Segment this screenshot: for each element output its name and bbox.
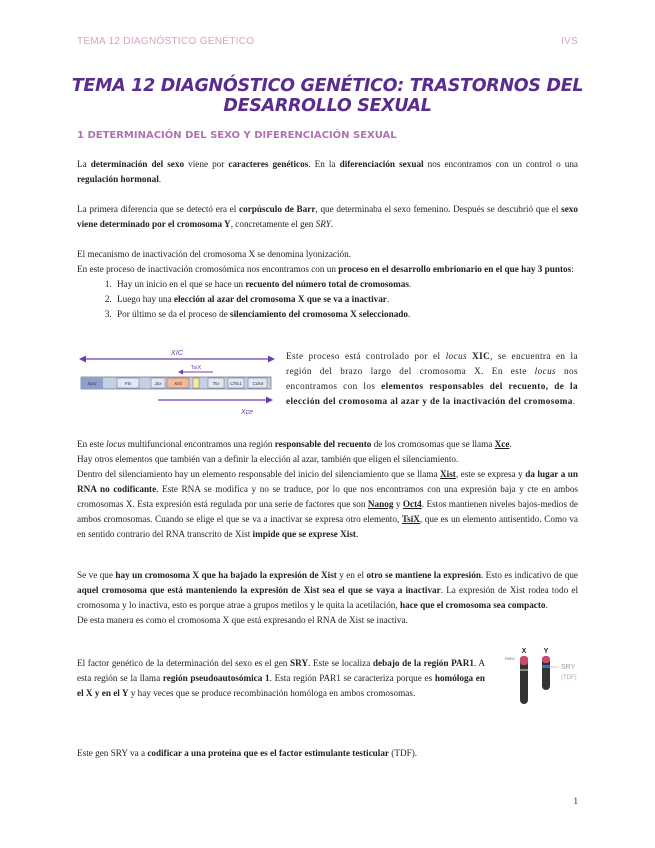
xic-locus-diagram [77, 345, 277, 425]
gene-label: Cdx4 [252, 381, 264, 386]
paragraph-1: La determinación del sexo viene por caracteres genéticos. En la diferenciación sexual nos encontramos con un control o una regulación hormonal. [77, 159, 578, 184]
header-doc-title: TEMA 12 DIAGNÓSTICO GENÉTICO [77, 36, 255, 47]
x-label: X [521, 648, 527, 655]
gene-label: Jpx [154, 381, 162, 386]
paragraph-5: En este locus multifuncional encontramos una región responsable del recuento de los cromosomas que se llama Xce. Hay otros elementos que también van a definir la elección al azar, también que eligen el silenciamiento. Dentro del silenciamiento hay un elemento responsable del inicio del silenciamiento que se llama Xist, este se expresa y da lugar a un RNA no codificante. Este RNA se modifica y no se traduce, por lo que nos encontramos con una expresión baja y cte en ambos cromosomas X. Esta expresión está regulada por una serie de factores que son Nanog y Oct4. Estos mantienen niveles bajos-medios de ambos cromosomas. Cuando se elige el que se va a inactivar se expresa otro elemento, TsiX, que es un elemento antisentido. Como va en sentido contrario del RNA transcrito de Xist impide que se exprese Xist. [77, 439, 579, 539]
paragraph-3: El mecanismo de inactivación del cromosoma X se denomina lyonización. En este proceso de inactivación cromosómica nos encontramos con un proceso en el desarrollo embrionario en el que hay 3 puntos: 1. Hay un inicio en el que se hace un recuento del número total de cromosomas. 2. Luego hay una elección al azar del cromosoma X que se va a inactivar. 3. Por último se da el proceso de silenciamiento del cromosoma X seleccionado. [77, 247, 578, 322]
paragraph-7: El factor genético de la determinación del sexo es el gen SRY. Este se localiza debajo de la región PAR1. A esta región se la llama región pseudoautosómica 1. Esta región PAR1 se caracteriza porque es homóloga en el X y en el Y y hay veces que se produce recombinación homóloga en ambos cromosomas. [77, 658, 485, 698]
y-label: Y [543, 648, 549, 655]
gene-label: Xpct [87, 381, 97, 386]
paragraph-2: La primera diferencia que se detectó era el corpúsculo de Barr, que determinaba el sexo femenino. Después se descubrió que el sexo viene determinado por el cromosoma Y, concretamente el gen SRY. [77, 204, 578, 229]
tdf-label: (TDF) [561, 675, 577, 681]
gene-label: Xist [174, 381, 182, 386]
sry-chromosome-diagram [503, 646, 585, 706]
section-heading: 1 DETERMINACIÓN DEL SEXO Y DIFERENCIACIÓN SEXUAL [77, 130, 397, 141]
page-number: 1 [573, 796, 578, 806]
gene-label: Ftx [124, 381, 132, 386]
list-item: 3. Por último se da el proceso de silenciamiento del cromosoma X seleccionado. [114, 307, 578, 322]
tsix-label: TsiX [190, 365, 202, 371]
list-item: 1. Hay un inicio en el que se hace un recuento del número total de cromosomas. [114, 277, 578, 292]
gene-label: Chic1 [230, 381, 242, 386]
paragraph-6: Se ve que hay un cromosoma X que ha bajado la expresión de Xist y en el otro se mantiene la expresión. Esto es indicativo de que aquel cromosoma que está manteniendo la expresión de Xist sea el que se vaya a inactivar. La expresión de Xist rodea todo el cromosoma y lo inactiva, esto es porque atrae a grupos metilos y le quita la acetilación, hace que el cromosoma sea compacto. De esta manera es como el cromosoma X que está expresando el RNA de Xist se inactiva. [77, 570, 579, 625]
list-item: 2. Luego hay una elección al azar del cromosoma X que se va a inactivar. [114, 292, 578, 307]
paragraph-4: Este proceso está controlado por el locus XIC, se encuentra en la región del brazo largo del cromosoma X. En este locus nos encontramos con los elementos responsables del recuento, de la elección del cromosoma al azar y de la inactivación del cromosoma. [286, 351, 578, 406]
par1-label: PAR1 [505, 656, 516, 661]
page-title: TEMA 12 DIAGNÓSTICO GENÉTICO: TRASTORNOS DEL DESARROLLO SEXUAL [71, 76, 584, 116]
xic-label: XIC [170, 348, 184, 357]
sry-label: SRY [561, 664, 576, 671]
paragraph-8: Este gen SRY va a codificar a una proteína que es el factor estimulante testicular (TDF). [77, 748, 418, 758]
xce-label: Xce [240, 409, 254, 416]
header-author: IVS [560, 36, 578, 47]
steps-list [77, 277, 578, 322]
gene-label: Tsx [212, 381, 220, 386]
